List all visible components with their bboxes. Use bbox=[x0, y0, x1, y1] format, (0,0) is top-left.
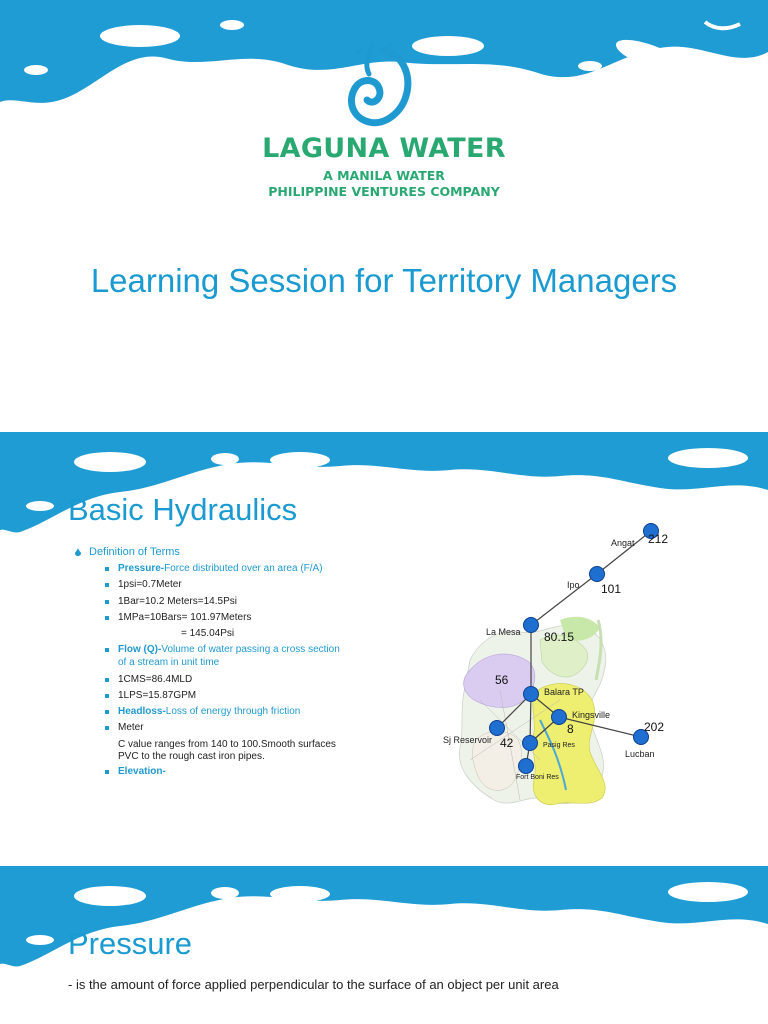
node-value-balara-tp: 56 bbox=[495, 673, 509, 687]
logo-wordmark: LAGUNA WATER bbox=[262, 133, 506, 164]
node-value-lucban: 202 bbox=[644, 720, 665, 734]
node-label-lucban: Lucban bbox=[625, 749, 655, 759]
node-value-angat: 212 bbox=[648, 532, 669, 546]
logo-tagline-line-2: PHILIPPINE VENTURES COMPANY bbox=[268, 184, 500, 199]
node-label-fort-boni-res: Fort Boni Res bbox=[516, 774, 559, 781]
node-balara-tp bbox=[524, 687, 539, 702]
node-label-balara-tp: Balara TP bbox=[544, 687, 584, 697]
node-ipo bbox=[590, 567, 605, 582]
definition-flow-continued: of a stream in unit time bbox=[118, 657, 220, 668]
term-pressure: Pressure- bbox=[118, 563, 165, 574]
list-item-conversion: 1LPS=15.87GPM bbox=[118, 690, 197, 701]
definition-pressure: Force distributed over an area (F/A) bbox=[164, 563, 323, 574]
node-value-kingsville: 8 bbox=[567, 722, 574, 736]
node-kingsville bbox=[552, 710, 567, 725]
slide-title-pressure: Pressure bbox=[68, 926, 193, 961]
node-value-ipo: 101 bbox=[601, 582, 622, 596]
node-label-pasig-res: Pasig Res bbox=[543, 742, 575, 749]
term-elevation: Elevation- bbox=[118, 766, 166, 777]
term-flow: Flow (Q)- bbox=[118, 644, 162, 655]
pressure-definition: - is the amount of force applied perpendicular to the surface of an object per unit area bbox=[68, 977, 559, 992]
node-fort-boni-res bbox=[519, 759, 534, 774]
presentation-title: Learning Session for Territory Managers bbox=[90, 262, 678, 299]
term-headloss: Headloss- bbox=[118, 706, 166, 717]
c-value-text-line-1: C value ranges from 140 to 100.Smooth surfaces bbox=[118, 739, 336, 750]
list-item-conversion: 1CMS=86.4MLD bbox=[118, 674, 193, 685]
list-item-conversion: 1MPa=10Bars= 101.97Meters bbox=[118, 612, 252, 623]
node-label-ipo: Ipo bbox=[567, 580, 580, 590]
node-label-sj-reservoir: Sj Reservoir bbox=[443, 735, 493, 745]
definition-flow: Volume of water passing a cross section bbox=[161, 644, 340, 655]
node-label-angat: Angat bbox=[611, 538, 635, 548]
node-label-kingsville: Kingsville bbox=[572, 710, 611, 720]
list-item-conversion-continued: = 145.04Psi bbox=[181, 628, 235, 639]
definitions-heading: Definition of Terms bbox=[89, 546, 180, 558]
list-item-conversion: 1psi=0.7Meter bbox=[118, 579, 182, 590]
node-pasig-res bbox=[523, 736, 538, 751]
c-value-text-line-2: PVC to the rough cast iron pipes. bbox=[118, 751, 265, 762]
logo-tagline-line-1: A MANILA WATER bbox=[323, 168, 445, 183]
list-item-meter: Meter bbox=[118, 722, 144, 733]
node-value-la-mesa: 80.15 bbox=[544, 630, 575, 644]
node-label-la-mesa: La Mesa bbox=[486, 627, 521, 637]
node-la-mesa bbox=[524, 618, 539, 633]
definition-headloss: Loss of energy through friction bbox=[165, 706, 301, 717]
node-sj-reservoir bbox=[490, 721, 505, 736]
node-value-sj-reservoir: 42 bbox=[500, 736, 514, 750]
list-item-conversion: 1Bar=10.2 Meters=14.5Psi bbox=[118, 596, 237, 607]
slide-title-basic-hydraulics: Basic Hydraulics bbox=[68, 492, 298, 527]
